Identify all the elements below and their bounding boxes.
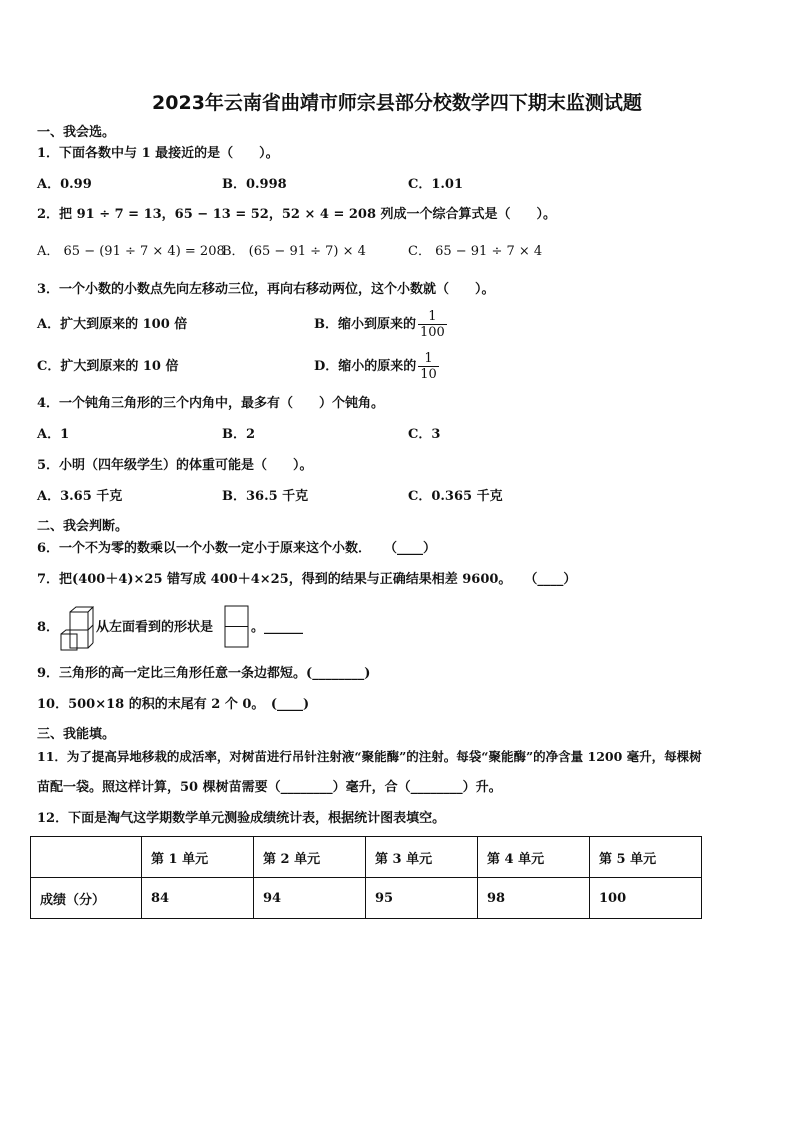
table-cell: 95 <box>366 878 478 919</box>
table-header-cell <box>31 837 142 878</box>
table-row <box>31 878 702 919</box>
table-header-cell: 第 5 单元 <box>590 837 702 878</box>
table-cell: 98 <box>478 878 590 919</box>
q3-option-d <box>314 351 439 382</box>
q2-option-c: C． 65 − 91 ÷ 7 × 4 <box>408 244 543 259</box>
fraction-one-hundredth <box>418 309 447 340</box>
question-1-stem: 1．下面各数中与 1 最接近的是（ ）。 <box>37 146 279 161</box>
section-heading-fill: 三、我能填。 <box>37 727 116 742</box>
q5-option-a: A．3.65 千克 <box>37 489 123 504</box>
table-header-cell: 第 3 单元 <box>366 837 478 878</box>
question-8-text: 从左面看到的形状是 <box>96 620 214 635</box>
q1-option-b: B．0.998 <box>222 177 287 192</box>
q3-option-a: A．扩大到原来的 100 倍 <box>37 317 188 332</box>
fraction-denominator: 100 <box>420 325 445 340</box>
question-11-line-2: 苗配一袋。照这样计算，50 棵树苗需要（________）毫升，合（________）升。 <box>37 780 502 795</box>
question-4-stem: 4．一个钝角三角形的三个内角中，最多有（ ）个钝角。 <box>37 396 385 411</box>
table-cell: 84 <box>142 878 254 919</box>
q1-option-c: C．1.01 <box>408 177 464 192</box>
question-5-stem: 5．小明（四年级学生）的体重可能是（ ）。 <box>37 458 313 473</box>
question-10: 10．500×18 的积的末尾有 2 个 0。 (____) <box>37 697 310 712</box>
fraction-numerator: 1 <box>418 351 439 367</box>
section-heading-choice: 一、我会选。 <box>37 125 116 140</box>
table-header-cell: 第 2 单元 <box>254 837 366 878</box>
fraction-one-tenth <box>418 351 439 382</box>
question-9: 9．三角形的高一定比三角形任意一条边都短。(________) <box>37 666 371 681</box>
question-2-stem: 2．把 91 ÷ 7 = 13，65 − 13 = 52，52 × 4 = 208 列成一个综合算式是（ ）。 <box>37 207 557 222</box>
q4-option-c: C．3 <box>408 427 441 442</box>
q3-option-c: C．扩大到原来的 10 倍 <box>37 359 179 374</box>
left-view-figure <box>224 605 250 649</box>
fraction-denominator: 10 <box>420 367 437 382</box>
q3-option-d-label: D．缩小的原来的 <box>314 359 417 374</box>
cube-stack-figure <box>60 606 94 652</box>
table-row-label: 成绩（分） <box>31 878 142 919</box>
q5-option-c: C．0.365 千克 <box>408 489 503 504</box>
fraction-numerator: 1 <box>418 309 447 325</box>
table-cell: 94 <box>254 878 366 919</box>
question-8-answer-blank[interactable]: 。______ <box>251 620 304 635</box>
page-title: 2023年云南省曲靖市师宗县部分校数学四下期末监测试题 <box>152 92 642 114</box>
q3-option-b-label: B．缩小到原来的 <box>314 317 416 332</box>
table-header-row <box>31 837 702 878</box>
question-3-stem: 3．一个小数的小数点先向左移动三位，再向右移动两位，这个小数就（ ）。 <box>37 282 495 297</box>
score-table <box>30 836 702 919</box>
q4-option-b: B．2 <box>222 427 256 442</box>
q2-option-a: A． 65 − (91 ÷ 7 × 4) = 208 <box>37 244 225 259</box>
table-cell: 100 <box>590 878 702 919</box>
question-8-number: 8． <box>37 620 60 635</box>
section-heading-judge: 二、我会判断。 <box>37 519 129 534</box>
table-header-cell: 第 4 单元 <box>478 837 590 878</box>
q5-option-b: B．36.5 千克 <box>222 489 309 504</box>
q1-option-a: A．0.99 <box>37 177 92 192</box>
question-11-line-1: 11．为了提高异地移栽的成活率，对树苗进行吊针注射液“聚能酶”的注射。每袋“聚能酶”的净含量 1200 毫升，每棵树 <box>37 749 702 764</box>
question-7: 7．把(400＋4)×25 错写成 400＋4×25，得到的结果与正确结果相差 9600。 （____） <box>37 572 577 587</box>
q3-option-b <box>314 309 447 340</box>
question-12-stem: 12．下面是淘气这学期数学单元测验成绩统计表，根据统计图表填空。 <box>37 811 446 826</box>
q2-option-b: B． (65 − 91 ÷ 7) × 4 <box>222 244 366 259</box>
q4-option-a: A．1 <box>37 427 70 442</box>
table-header-cell: 第 1 单元 <box>142 837 254 878</box>
question-6: 6．一个不为零的数乘以一个小数一定小于原来这个小数． （____） <box>37 541 437 556</box>
